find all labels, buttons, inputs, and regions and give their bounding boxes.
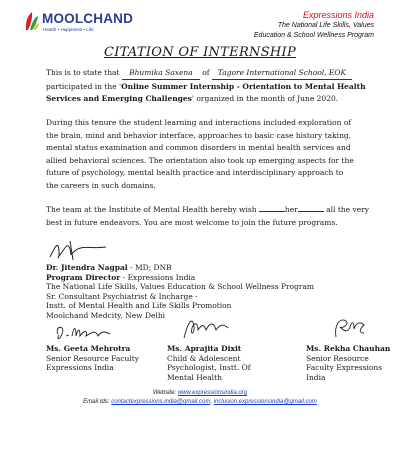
email-link-contact[interactable]: contactexpressions.india@gmail.com xyxy=(111,399,211,405)
signatory-name: Ms. Aprajita Dixit xyxy=(167,344,242,353)
certificate-title: CITATION OF INTERNSHIP xyxy=(103,45,297,60)
program-title-part-2: Services and Emerging Challenges xyxy=(46,94,192,103)
organized-suffix: ' organized in the month of June 2020. xyxy=(191,94,339,103)
signature-rekha-chauhan xyxy=(330,313,370,341)
statement-prefix: This is to state that xyxy=(46,68,120,77)
director-line: The National Life Skills, Values Education & School Wellness Program xyxy=(46,282,315,292)
moolchand-logo xyxy=(24,10,134,40)
director-name: Dr. Jitendra Nagpal xyxy=(46,263,128,272)
statement-line-2 xyxy=(46,81,366,93)
body-line: the careers in such domains. xyxy=(46,180,156,190)
email-link-inclusion[interactable]: inclusion.expressionsindia@gmail.com xyxy=(213,399,317,405)
wish-line-2: best in future endeavors. You are most welcome to join the future programs. xyxy=(46,217,338,227)
body-line: the brain, mind and behavior interface, approaches to basic case history taking, xyxy=(46,130,352,140)
website-link[interactable]: www.expressionsindia.org xyxy=(177,390,248,396)
footer-emails xyxy=(0,399,400,405)
wish-blank-2 xyxy=(298,211,324,212)
director-line: Instt. of Mental Health and Life Skills Promotion xyxy=(46,301,232,311)
body-line: allied behavioral sciences. The orientation also took up emerging aspects for the xyxy=(46,155,354,165)
body-line: future of psychology, mental health practice and interdisciplinary approach to xyxy=(46,168,344,177)
director-signature xyxy=(46,237,118,263)
wish-line-1 xyxy=(46,204,369,216)
body-line: mental status examination and common disorders in mental health services and xyxy=(46,143,351,152)
signatory-line: Psychologist, Instt. Of xyxy=(167,363,251,373)
signatory-line: Mental Health xyxy=(167,372,222,382)
wish-pronoun: her xyxy=(284,205,298,214)
signatory-name: Ms. Geeta Mehrotra xyxy=(46,344,131,353)
wish-suffix: all the very xyxy=(326,205,369,214)
signatory-geeta-mehrotra xyxy=(46,344,139,373)
org-name: Expressions India xyxy=(302,10,374,20)
signatory-line: Expressions India xyxy=(46,363,114,373)
moolchand-emblem-icon xyxy=(24,10,40,32)
participated-prefix: participated in the ' xyxy=(46,82,122,91)
org-header xyxy=(224,9,374,40)
of-word: of xyxy=(202,68,210,77)
director-role: Program Director xyxy=(46,272,121,282)
email-label: Email Ids: xyxy=(83,399,110,405)
footer-website xyxy=(0,390,400,396)
signature-aprajita-dixit xyxy=(178,312,238,342)
email-separator: , xyxy=(210,399,212,405)
statement-line-3 xyxy=(46,93,362,105)
body-line: During this tenure the student learning and interactions included exploration of xyxy=(46,118,352,127)
program-title-part-1: Online Summer Internship - Orientation to Mental Health xyxy=(121,82,366,91)
wish-blank-1 xyxy=(259,211,285,212)
statement-line-1 xyxy=(46,67,362,80)
signatory-line: Faculty Expressions xyxy=(306,363,383,373)
signatory-name: Ms. Rekha Chauhan xyxy=(306,344,391,353)
director-role-org: - Expressions India xyxy=(120,272,196,282)
signatory-rekha-chauhan xyxy=(306,344,390,382)
signature-geeta-mehrotra xyxy=(52,320,116,344)
director-line: Moolchand Medcity, New Delhi xyxy=(46,310,166,320)
signatory-line: India xyxy=(306,372,326,382)
signatory-line: Senior Resource Faculty xyxy=(46,353,140,363)
org-line-2: Education & School Wellness Program xyxy=(253,31,374,39)
signatory-aprajita-dixit xyxy=(167,344,251,382)
wish-prefix: The team at the Institute of Mental Health hereby wish xyxy=(46,205,257,214)
signatory-line: Child & Adolescent xyxy=(167,353,241,363)
website-label: Website: xyxy=(152,390,177,396)
director-line: Sr. Consultant Psychiatrist & Incharge - xyxy=(46,291,198,301)
director-quals: - MD; DNB xyxy=(127,263,172,272)
school-name: Tagore International School, EOK xyxy=(212,67,352,80)
org-line-1: The National Life Skills, Values xyxy=(277,22,374,29)
brand-tagline: Health • Happiness • Life xyxy=(43,27,94,32)
recipient-name: Bhumika Saxena xyxy=(122,67,200,80)
signatory-line: Senior Resource xyxy=(306,353,369,363)
brand-name: MOOLCHAND xyxy=(42,11,134,26)
